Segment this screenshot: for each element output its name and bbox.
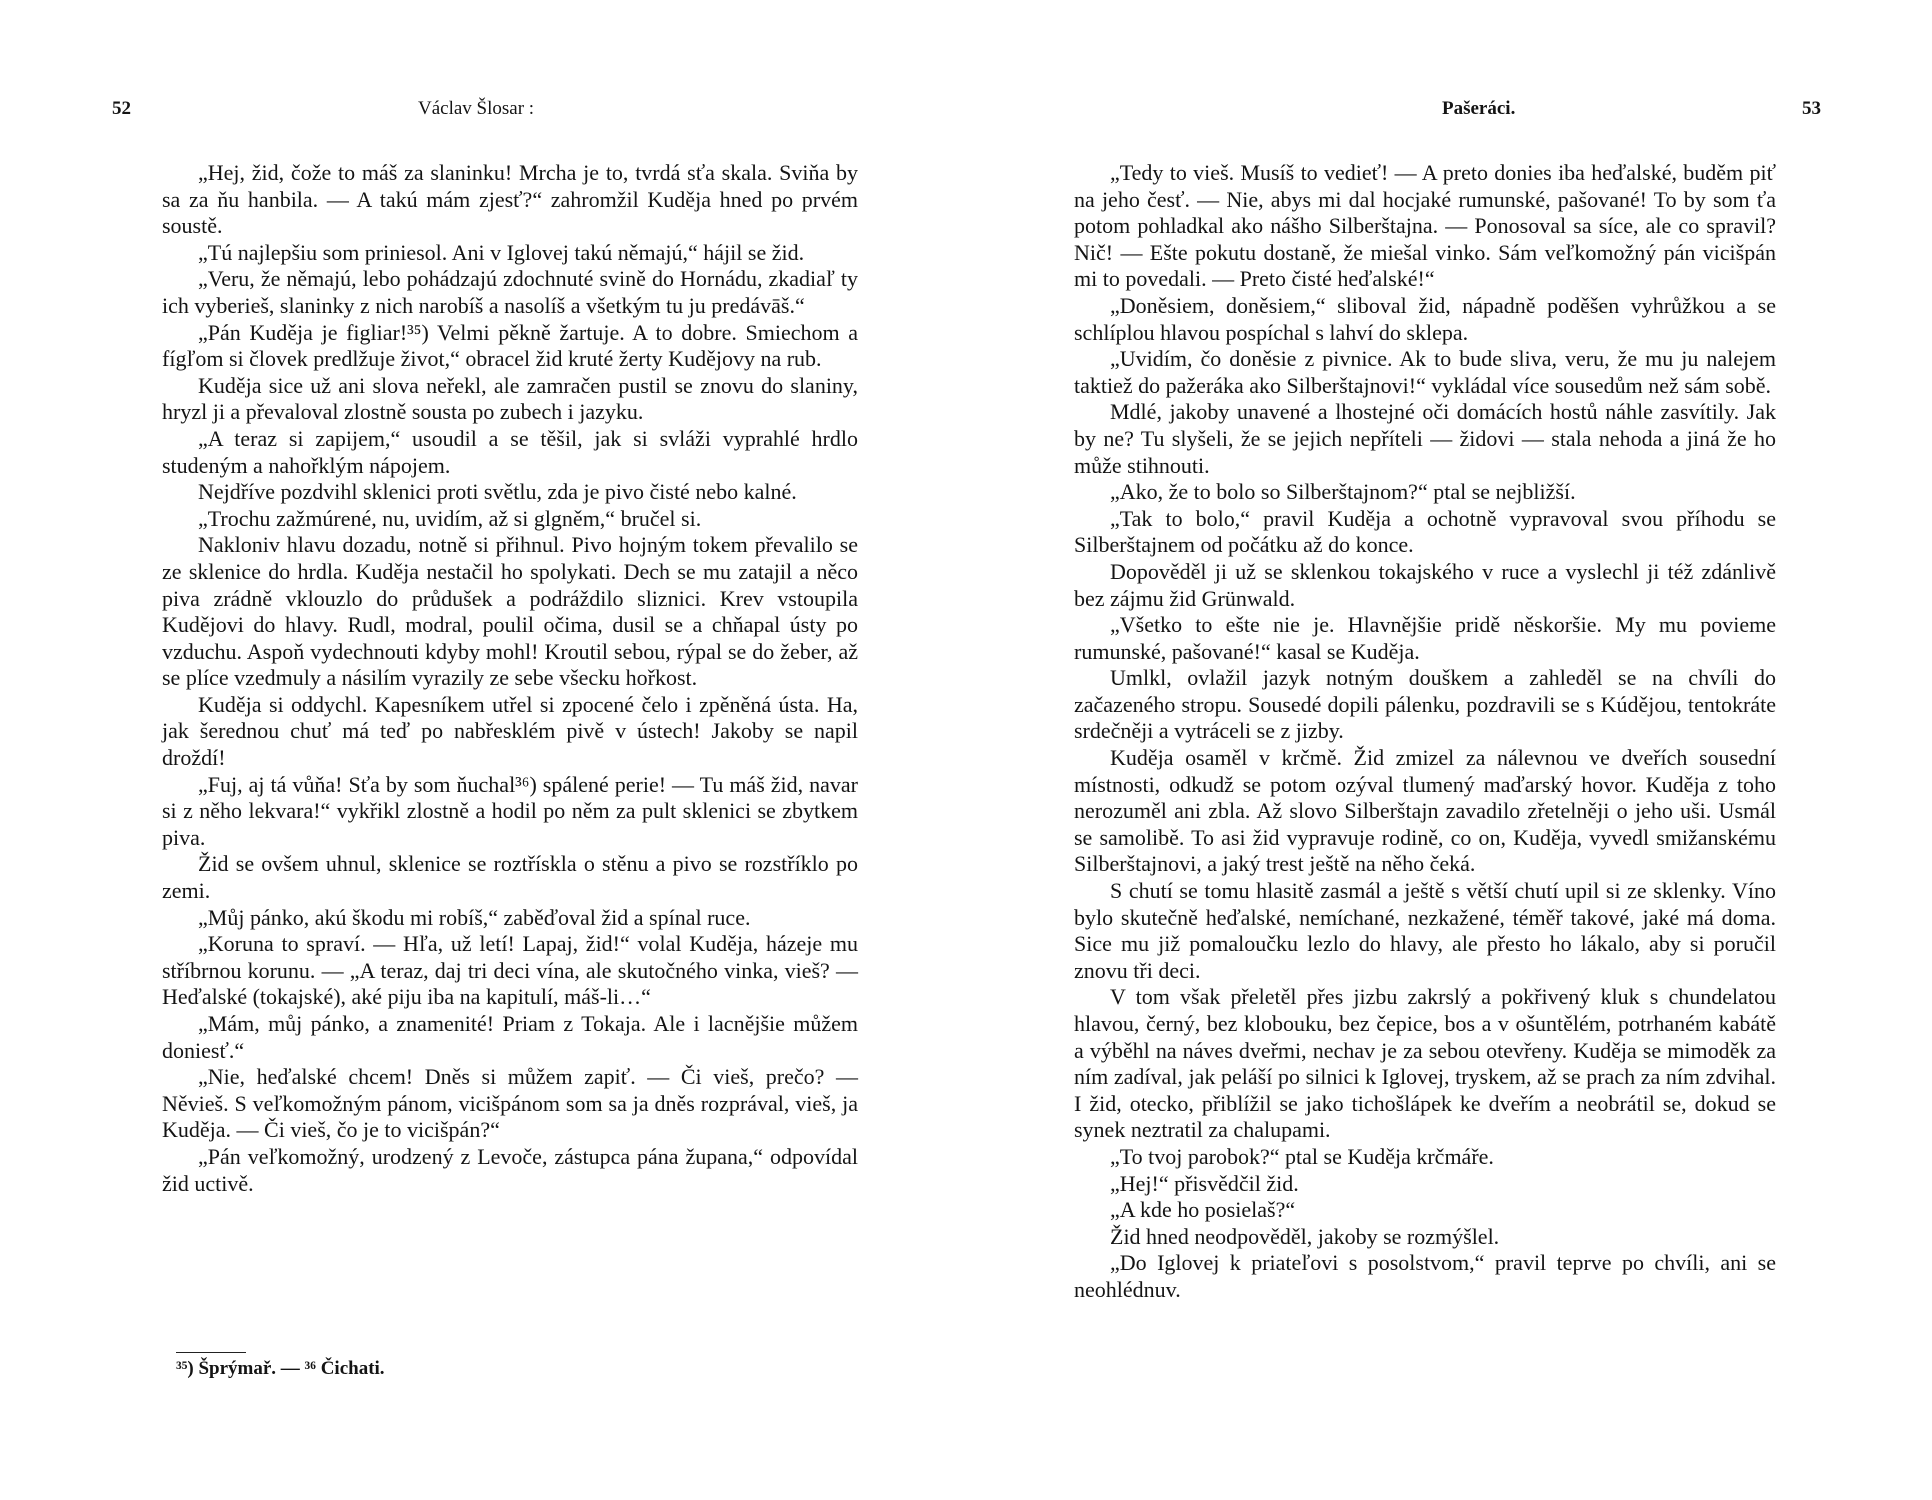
paragraph: „Pán Kuděja je figliar!³⁵) Velmi pěkně žartuje. A to dobre. Smiechom a fígľom si človek predlžuje život,“ obracel žid kruté žerty Kudějovy na rub.	[162, 319, 858, 372]
paragraph: Nakloniv hlavu dozadu, notně si přihnul. Pivo hojným tokem převalilo se ze sklenice do hrdla. Kuděja nestačil ho spolykati. Dech se mu zatajil a něco piva zrádně vklouzlo do průdušek a podráždilo sliznici. Krev vstoupila Kudějovi do hlavy. Rudl, modral, poulil očima, dusil se a chňapal ústy po vzduchu. Aspoň vydechnouti kdyby mohl! Kroutil sebou, rýpal se do žeber, až se plíce vzedmuly a násilím vyrazily ze sebe všecku hořkost.	[162, 532, 858, 691]
paragraph: V tom však přeletěl přes jizbu zakrslý a pokřivený kluk s chundelatou hlavou, černý, bez klobouku, bez čepice, bos a v ošuntělém, potrhaném kabátě a výběhl na náves dveřmi, nechav je za sebou otevřeny. Kuděja se mimoděk za ním zadíval, jak peláší po silnici k Iglovej, tryskem, až se prach za ním zdvihal. I žid, otecko, přiblížil se jako tichošlápek ke dveřím a neobrátil se, dokud se synek neztratil za chalupami.	[1074, 984, 1776, 1143]
page-number: 53	[1802, 98, 1821, 119]
paragraph: Žid se ovšem uhnul, sklenice se roztřískla o stěnu a pivo se rozstříklo po zemi.	[162, 851, 858, 904]
paragraph: „Tú najlepšiu som priniesol. Ani v Iglovej takú němajú,“ hájil se žid.	[198, 239, 805, 265]
paragraph: Kuděja sice už ani slova neřekl, ale zamračen pustil se znovu do slaniny, hryzl ji a převaloval zlostně sousta po zubech i jazyku.	[162, 372, 858, 425]
paragraph: „Uvidím, čo doněsie z pivnice. Ak to bude sliva, veru, že mu ju nalejem taktiež do pažeráka ako Silberštajnovi!“ vykládal více sousedům než sám sobě.	[1074, 346, 1776, 398]
paragraph: Dopověděl ji už se sklenkou tokajského v ruce a vyslechl ji též zdánlivě bez zájmu žid Grünwald.	[1074, 558, 1776, 611]
paragraph: S chutí se tomu hlasitě zasmál a ještě s větší chutí upil si ze sklenky. Víno bylo skutečně heďalské, nemíchané, nezkažené, téměř takové, jaké má doma. Sice mu již pomaloučku lezlo do hlavy, ale přesto ho lákalo, aby si poručil znovu tři deci.	[1074, 878, 1776, 983]
paragraph: „Mám, můj pánko, a znamenité! Priam z Tokaja. Ale i lacnějšie můžem doniesť.“	[162, 1011, 858, 1063]
running-head: Pašeráci.	[1442, 98, 1516, 119]
paragraph: Nejdříve pozdvihl sklenici proti světlu, zda je pivo čisté nebo kalné.	[198, 479, 797, 505]
paragraph: „Ako, že to bolo so Silberštajnom?“ ptal se nejbližší.	[1110, 479, 1576, 505]
paragraph: „Můj pánko, akú škodu mi robíš,“ zaběďoval žid a spínal ruce.	[198, 904, 751, 930]
paragraph: „Fuj, aj tá vůňa! Sťa by som ňuchal³⁶) spálené perie! — Tu máš žid, navar si z něho lekvara!“ vykřikl zlostně a hodil po něm za pult sklenici se zbytkem piva.	[162, 771, 858, 850]
page-number: 52	[112, 98, 131, 119]
paragraph: „To tvoj parobok?“ ptal se Kuděja krčmáře.	[1110, 1143, 1494, 1169]
paragraph: „Tedy to vieš. Musíš to vedieť! — A preto donies iba heďalské, buděm piť na jeho česť. — Nie, abys mi dal hocjaké rumunské, pašované! To by som ťa potom pohladkal ako nášho Silberštajna. — Ponosoval sa síce, ale co spravil? Nič! — Ešte pokutu dostaně, že miešal vinko. Sám veľkomožný pán vicišpán mi to povedali. — Preto čisté heďalské!“	[1074, 160, 1776, 292]
paragraph: Umlkl, ovlažil jazyk notným douškem a zahleděl se na chvíli do začazeného stropu. Sousedé dopili pálenku, pozdravili se s Kúdějou, tentokráte srdečněji a vytráceli se z jizby.	[1074, 665, 1776, 744]
footnote-divider	[176, 1352, 246, 1353]
paragraph: Mdlé, jakoby unavené a lhostejné oči domácích hostů náhle zasvítily. Jak by ne? Tu slyšeli, že se jejich nepříteli — židovi — stala nehoda a jiná že ho může stihnouti.	[1074, 399, 1776, 478]
paragraph: „Pán veľkomožný, urodzený z Levoče, zástupca pána župana,“ odpovídal žid uctivě.	[162, 1143, 858, 1196]
paragraph: „Nie, heďalské chcem! Dněs si můžem zapiť. — Či vieš, prečo? — Něvieš. S veľkomožným pánom, vicišpánom som sa ja dněs rozprával, vieš, ja Kuděja. — Či vieš, čo je to vicišpán?“	[162, 1064, 858, 1143]
right-page	[966, 0, 1932, 1500]
paragraph: „A teraz si zapijem,“ usoudil a se těšil, jak si svláži vyprahlé hrdlo studeným a nahořklým nápojem.	[162, 425, 858, 478]
paragraph: „Trochu zažmúrené, nu, uvidím, až si glgněm,“ bručel si.	[198, 505, 702, 531]
body-text	[1074, 160, 1776, 1304]
body-text	[162, 160, 858, 1197]
paragraph: „Koruna to spraví. — Hľa, už letí! Lapaj, žid!“ volal Kuděja, házeje mu stříbrnou korunu. — „A teraz, daj tri deci vína, ale skutočného vinka, vieš? — Heďalské (tokajské), aké piju iba na kapitulí, máš-li…“	[162, 931, 858, 1010]
paragraph: „Hej, žid, čože to máš za slaninku! Mrcha je to, tvrdá sťa skala. Sviňa by sa za ňu hanbila. — A takú mám zjesť?“ zahromžil Kuděja hned po prvém soustě.	[162, 160, 858, 239]
paragraph: Kuděja si oddychl. Kapesníkem utřel si zpocené čelo i zpěněná ústa. Ha, jak šerednou chuť má teď po nabřesklém pivě v ústech! Jakoby se napil droždí!	[162, 691, 858, 771]
footnote: ³⁵) Šprýmař. — ³⁶ Čichati.	[176, 1358, 385, 1379]
paragraph: „Hej!“ přisvědčil žid.	[1110, 1170, 1299, 1196]
paragraph: Kuděja osaměl v krčmě. Žid zmizel za nálevnou ve dveřích sousední místnosti, odkudž se potom ozýval tlumený maďarský hovor. Kuděja z toho nerozuměl ani zbla. Až slovo Silberštajn zavadilo zřetelněji o jeho uši. Usmál se samolibě. To asi žid vypravuje rodině, co on, Kuděja, vyvedl smižanskému Silberštajnovi, a jaký trest ještě na něho čeká.	[1074, 745, 1776, 877]
paragraph: „A kde ho posielaš?“	[1110, 1197, 1296, 1223]
paragraph: „Doněsiem, doněsiem,“ sliboval žid, nápadně poděšen vyhrůžkou a se schlíplou hlavou pospíchal s lahví do sklepa.	[1074, 292, 1776, 345]
paragraph: „Tak to bolo,“ pravil Kuděja a ochotně vypravoval svou příhodu se Silberštajnem od počátku až do konce.	[1074, 505, 1776, 558]
paragraph: Žid hned neodpověděl, jakoby se rozmýšlel.	[1110, 1223, 1500, 1249]
paragraph: „Všetko to ešte nie je. Hlavnějšie pridě něskoršie. My mu povieme rumunské, pašované!“ kasal se Kuděja.	[1074, 612, 1776, 664]
paragraph: „Veru, že němajú, lebo pohádzajú zdochnuté svině do Hornádu, zkadiaľ ty ich vyberieš, slaninky z nich narobíš a nasolíš a všetkým tu ju predávāš.“	[162, 266, 858, 318]
running-head: Václav Šlosar :	[418, 98, 535, 119]
paragraph: „Do Iglovej k priateľovi s posolstvom,“ pravil teprve po chvíli, ani se neohlédnuv.	[1074, 1250, 1776, 1302]
